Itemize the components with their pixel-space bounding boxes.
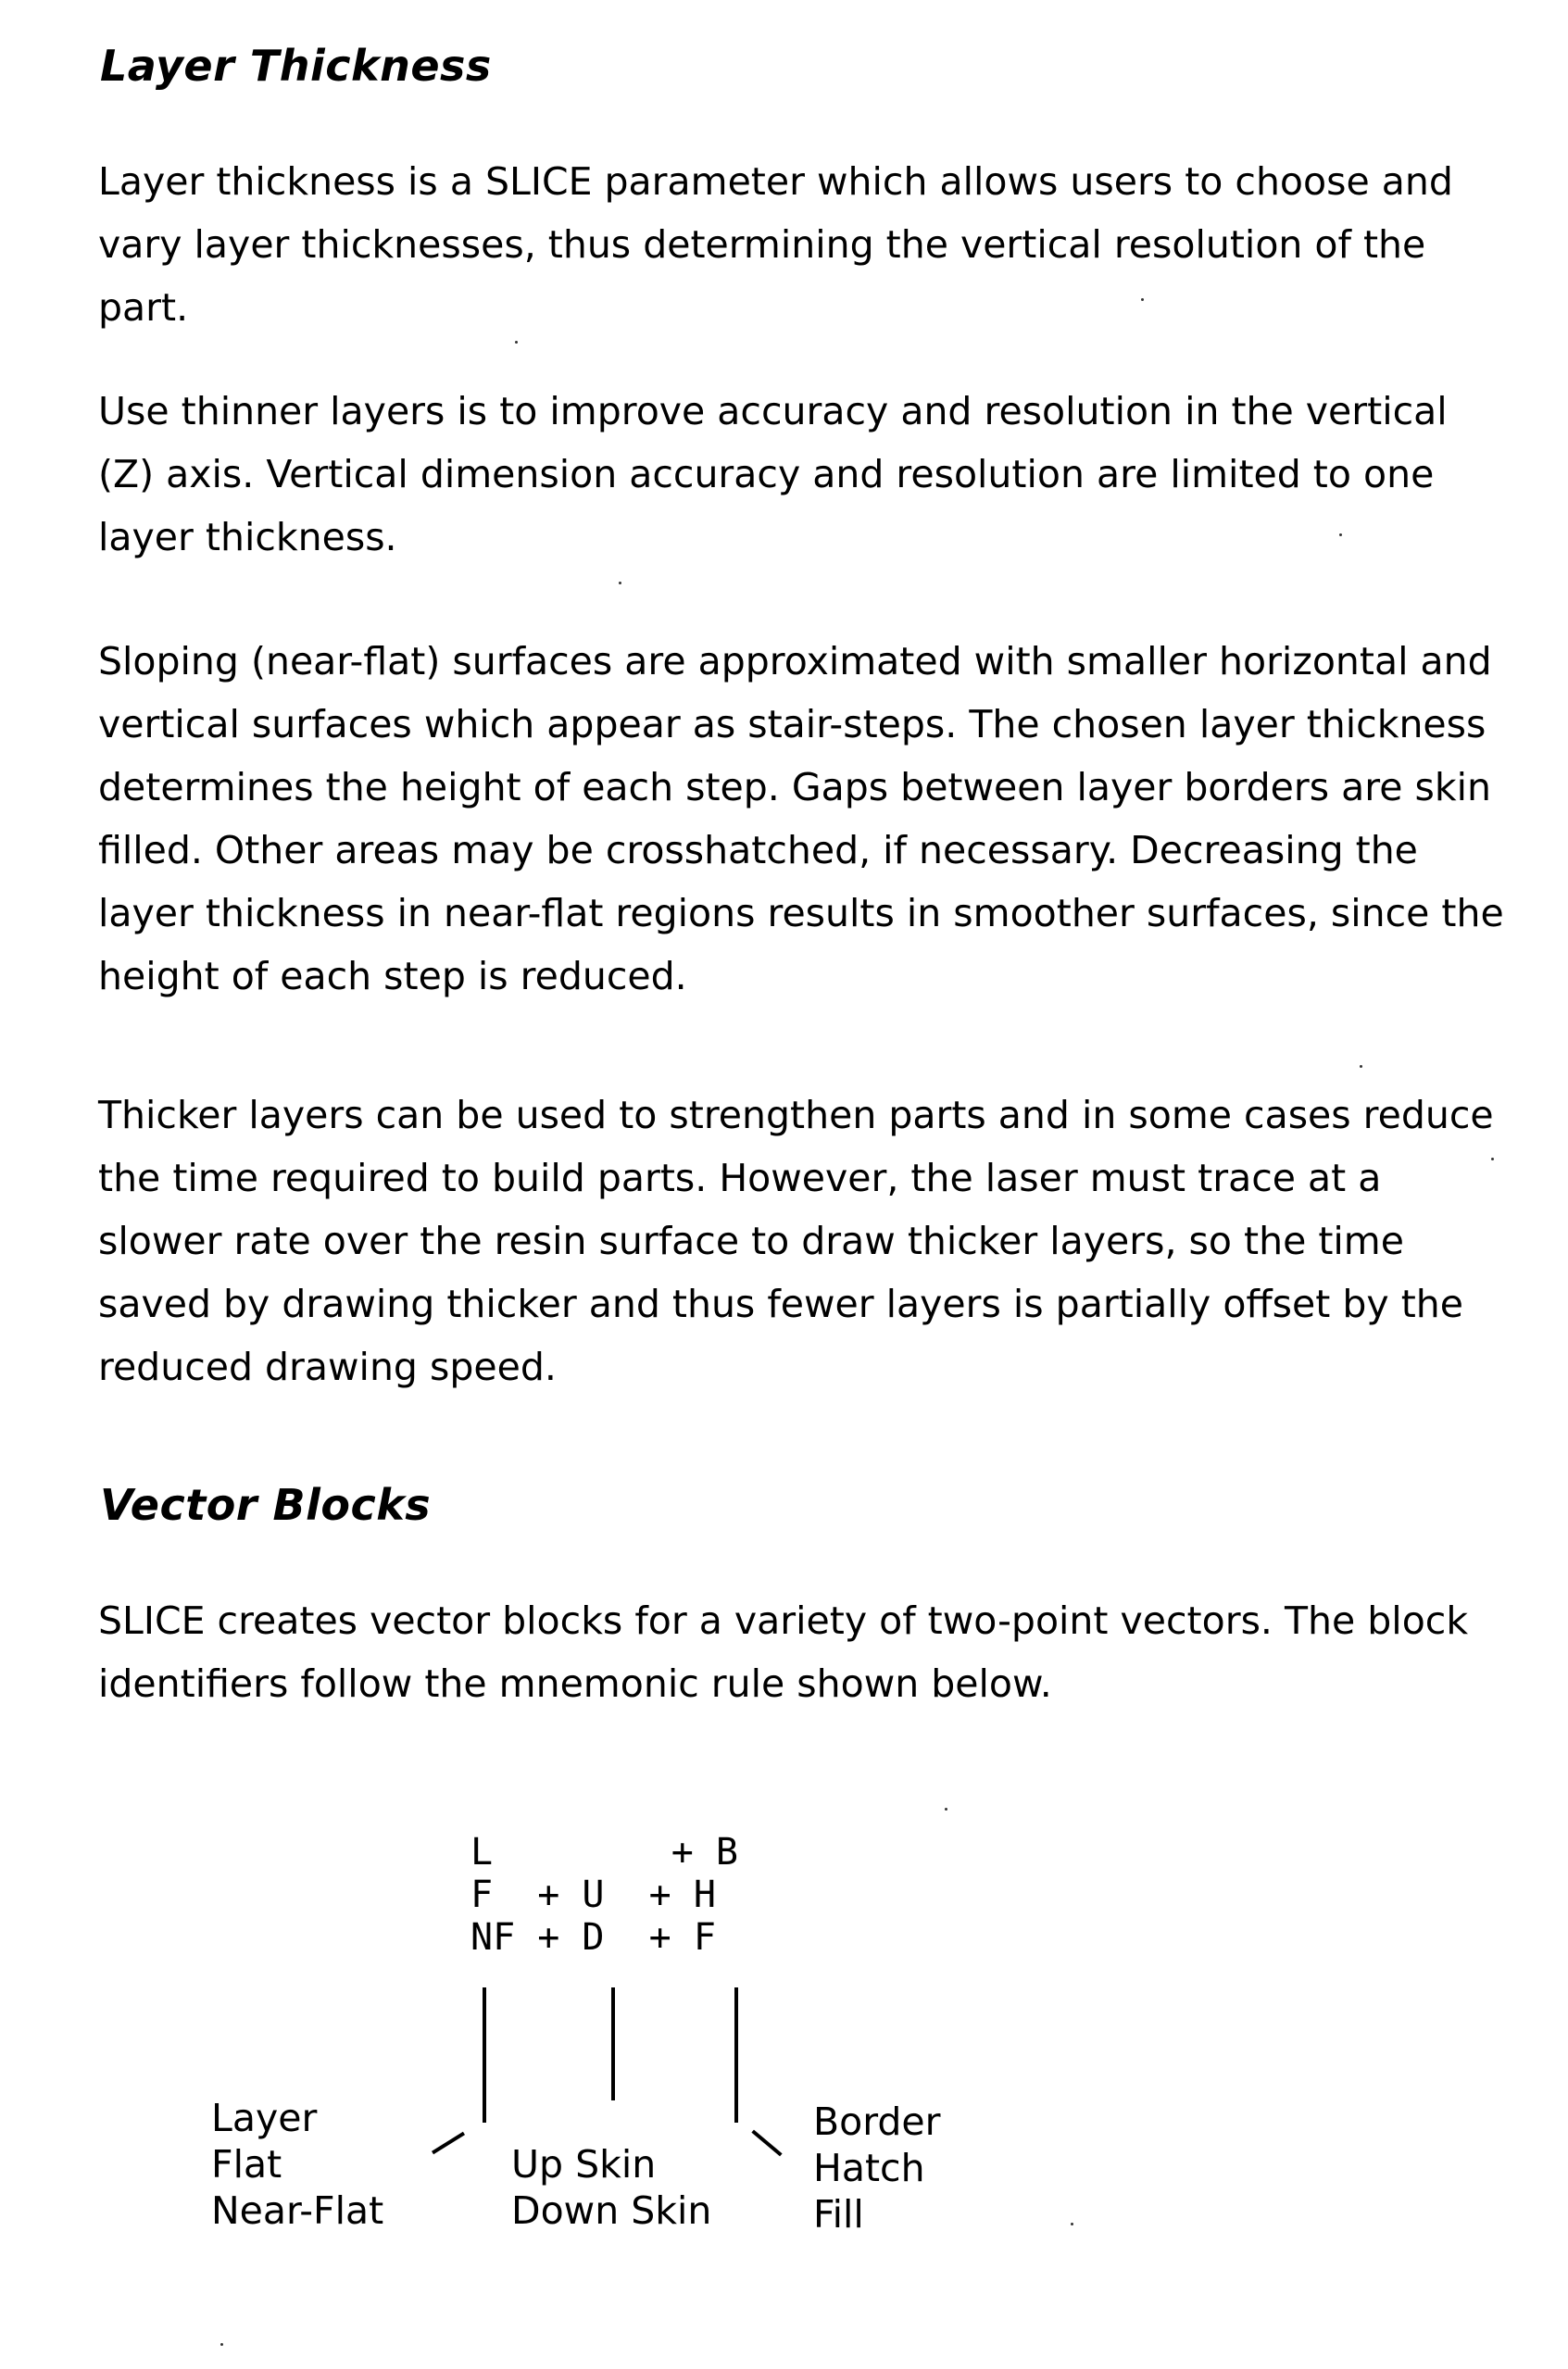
connector-tick-right xyxy=(751,2130,782,2157)
paragraph-sloping-surfaces: Sloping (near-flat) surfaces are approximated with smaller horizontal and vertical surfaces which appear as stair-steps. The chosen layer thickness determines the height of each step. Gaps between layer borders are skin filled. Other areas may be crosshatched, if necessary. Decreasing the layer thickness in near-flat regions results in smoother surfaces, since the height of each step is reduced. xyxy=(98,630,1506,1008)
scan-speck xyxy=(1141,298,1144,301)
label-fill: Fill xyxy=(813,2191,940,2237)
scan-speck xyxy=(619,582,621,584)
scan-speck xyxy=(1339,533,1342,536)
diagram-code-row: NF + D + F xyxy=(470,1916,716,1959)
mnemonic-diagram xyxy=(0,0,1568,2369)
scan-speck xyxy=(1491,1158,1494,1160)
paragraph-layer-thickness-definition: Layer thickness is a SLICE parameter which allows users to choose and vary layer thicknesses, thus determining the vertical resolution of the part. xyxy=(98,150,1506,339)
connector-line-layer xyxy=(483,1987,486,2123)
connector-line-border xyxy=(734,1987,738,2123)
section-heading-layer-thickness: Layer Thickness xyxy=(100,41,492,91)
section-heading-vector-blocks: Vector Blocks xyxy=(100,1480,431,1530)
diagram-right-labels xyxy=(813,2099,940,2237)
paragraph-thinner-layers: Use thinner layers is to improve accuracy and resolution in the vertical (Z) axis. Vertical dimension accuracy and resolution are limited to one layer thickness. xyxy=(98,380,1506,569)
paragraph-thicker-layers: Thicker layers can be used to strengthen parts and in some cases reduce the time required to build parts. However, the laser must trace at a slower rate over the resin surface to draw thicker layers, so the time saved by drawing thicker and thus fewer layers is partially offset by the reduced drawing speed. xyxy=(98,1084,1506,1398)
scan-speck xyxy=(1071,2223,1073,2225)
label-up-skin: Up Skin xyxy=(511,2141,711,2187)
label-hatch: Hatch xyxy=(813,2145,940,2191)
diagram-code-row: F + U + H xyxy=(470,1874,716,1916)
label-layer: Layer xyxy=(211,2095,383,2141)
label-flat: Flat xyxy=(211,2141,383,2187)
connector-line-skin xyxy=(611,1987,615,2100)
diagram-left-labels xyxy=(211,2095,383,2234)
document-page xyxy=(0,0,1568,2369)
label-down-skin: Down Skin xyxy=(511,2187,711,2234)
diagram-code-row: L + B xyxy=(470,1831,738,1874)
scan-speck xyxy=(220,2343,223,2346)
label-near-flat: Near-Flat xyxy=(211,2187,383,2234)
connector-tick-left xyxy=(432,2132,465,2155)
scan-speck xyxy=(1360,1065,1362,1068)
paragraph-vector-blocks: SLICE creates vector blocks for a variety of two-point vectors. The block identifiers follow the mnemonic rule shown below. xyxy=(98,1589,1506,1715)
scan-speck xyxy=(515,341,518,344)
scan-speck xyxy=(945,1808,947,1811)
diagram-middle-labels xyxy=(511,2141,711,2234)
label-border: Border xyxy=(813,2099,940,2145)
